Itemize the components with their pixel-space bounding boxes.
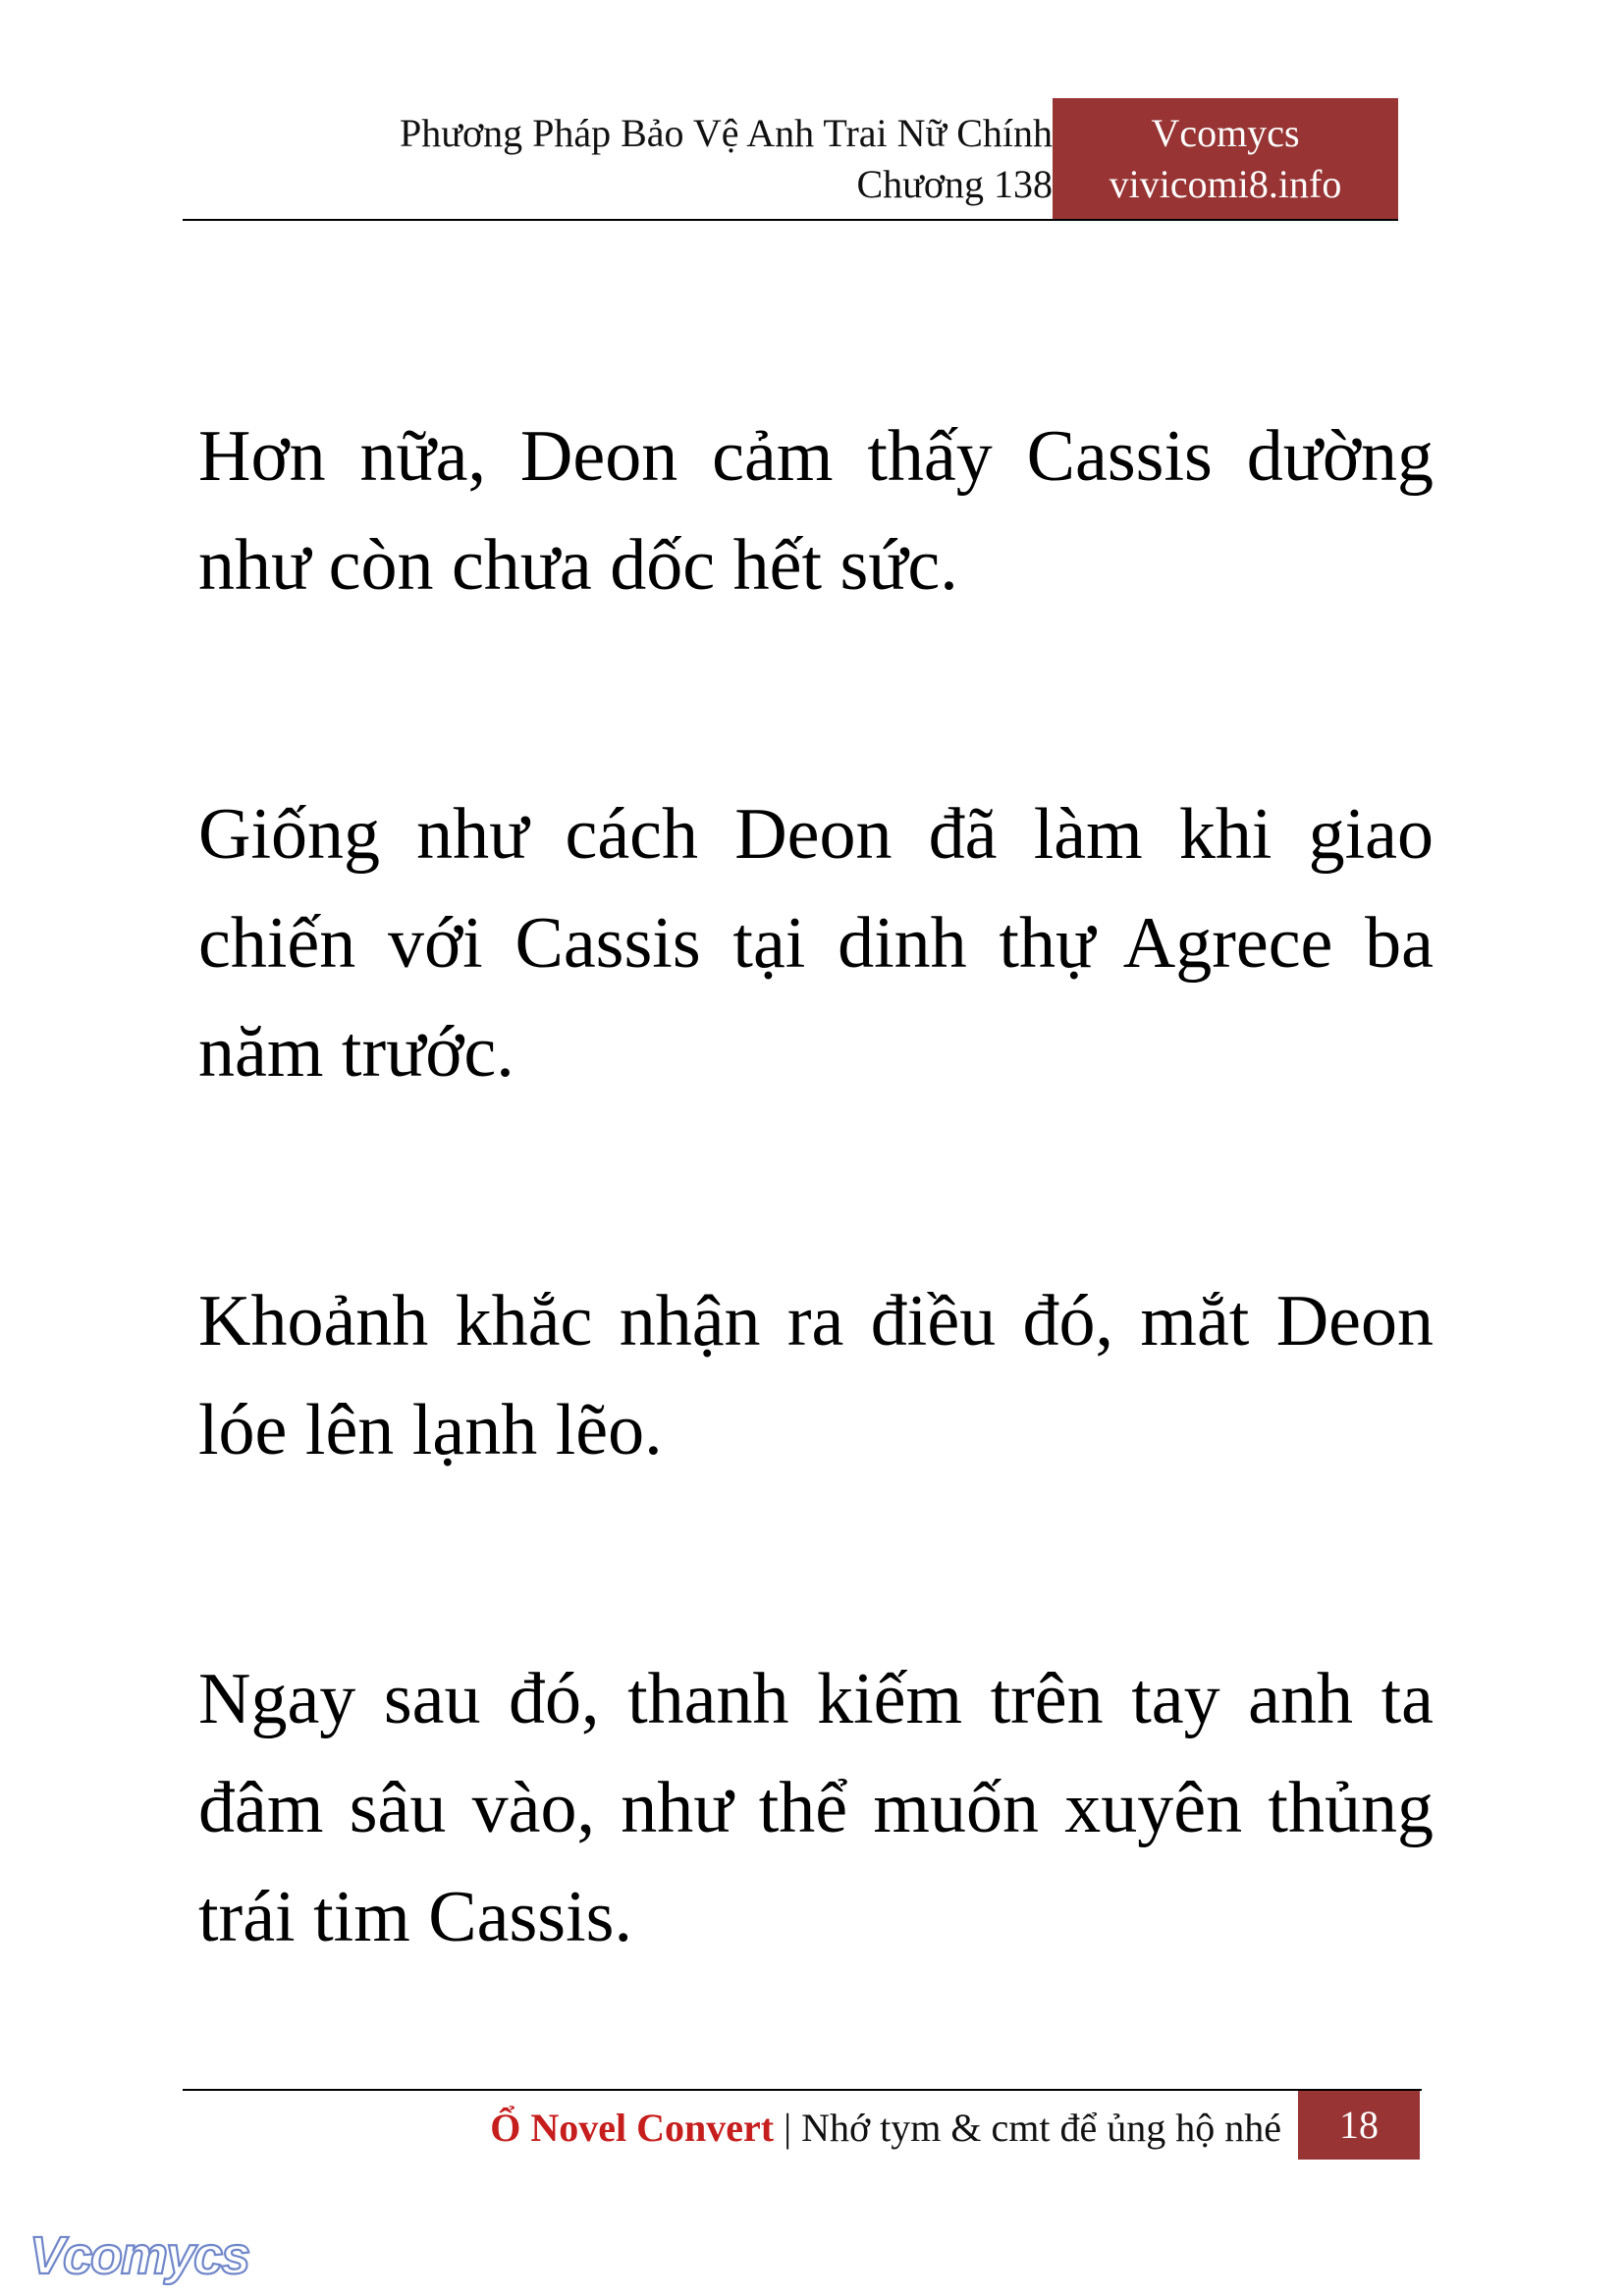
- site-badge: [1053, 98, 1398, 220]
- paragraph-3: Khoảnh khắc nhận ra điều đó, mắt Deon lóe lên lạnh lẽo.: [198, 1281, 1434, 1470]
- footer-separator: |: [784, 2106, 792, 2150]
- site-url: vivicomi8.info: [1109, 162, 1342, 206]
- paragraph-4: Ngay sau đó, thanh kiếm trên tay anh ta đâm sâu vào, như thể muốn xuyên thủng trái tim Cassis.: [198, 1659, 1434, 1957]
- header-divider: [183, 219, 1398, 221]
- footer-brand: Ổ Novel Convert: [490, 2106, 775, 2150]
- footer-note: Nhớ tym & cmt để ủng hộ nhé: [801, 2106, 1281, 2150]
- paragraph-1: Hơn nữa, Deon cảm thấy Cassis dường như còn chưa dốc hết sức.: [198, 416, 1434, 606]
- footer-line: [490, 2103, 1281, 2154]
- watermark-text: Vcomycs: [29, 2226, 249, 2285]
- paragraph-2: Giống như cách Deon đã làm khi giao chiến với Cassis tại dinh thự Agrece ba năm trước.: [198, 794, 1434, 1093]
- footer-divider: [183, 2089, 1422, 2091]
- site-name: Vcomycs: [1151, 111, 1300, 155]
- chapter-label: Chương 138: [856, 162, 1053, 206]
- story-text: [198, 402, 1434, 2132]
- vcomycs-watermark-logo: [24, 2226, 259, 2285]
- page-number: 18: [1298, 2091, 1420, 2160]
- book-title: Phương Pháp Bảo Vệ Anh Trai Nữ Chính: [400, 111, 1053, 155]
- running-header: [400, 108, 1053, 210]
